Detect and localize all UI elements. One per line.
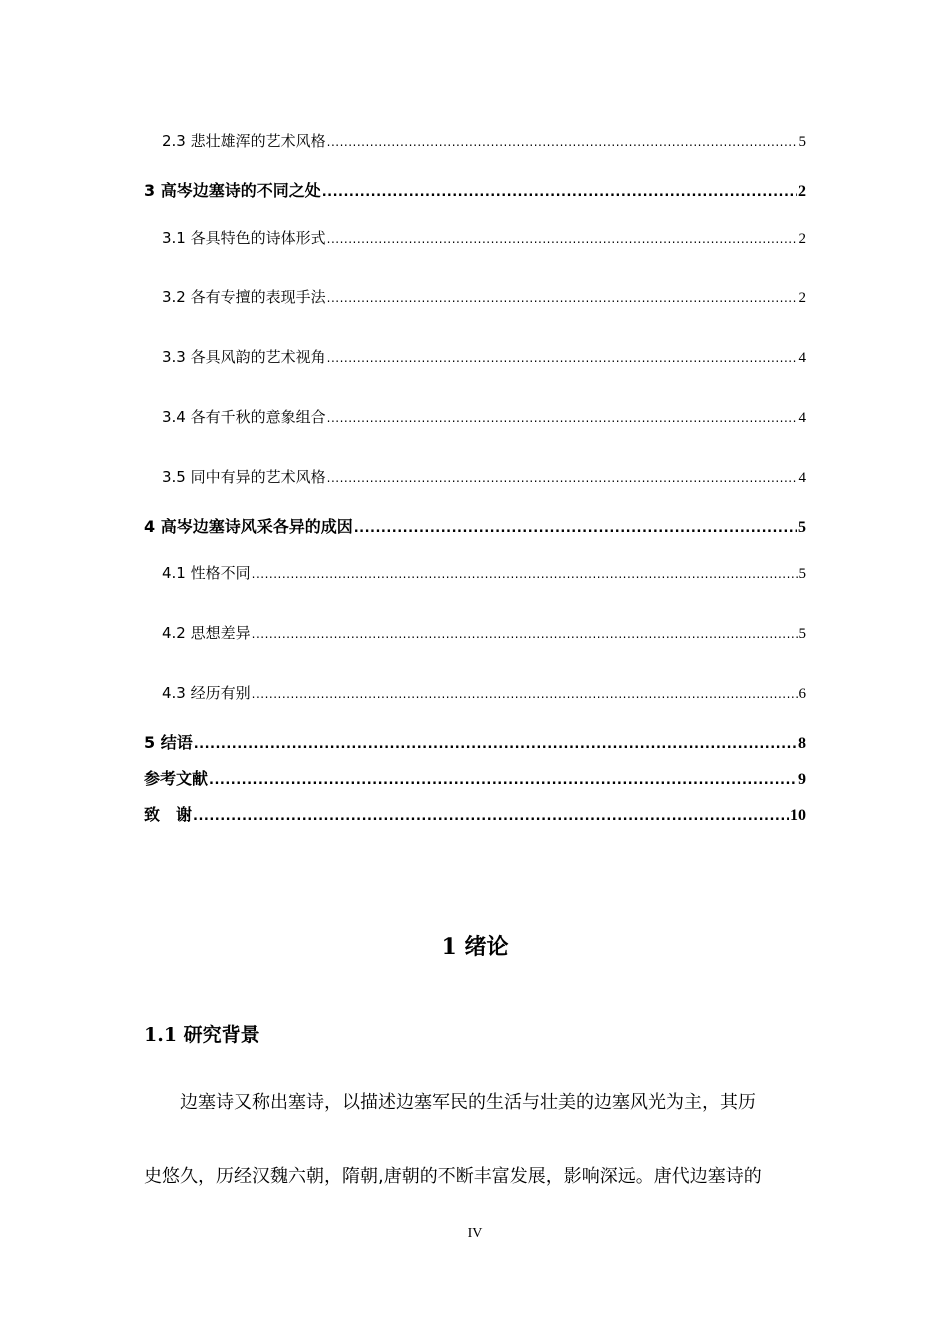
- page-number: IV: [467, 1226, 483, 1241]
- toc-entry[interactable]: [162, 130, 806, 151]
- toc-entry-page: 2: [798, 231, 806, 247]
- toc-entry-page: 5: [798, 134, 806, 150]
- toc-leader-dots: [209, 773, 797, 788]
- toc-entry-label: 参考文献: [144, 769, 209, 788]
- paragraph-line: 边塞诗又称出塞诗，以描述边塞军民的生活与壮美的边塞风光为主，其历: [144, 1092, 756, 1113]
- toc-entry-label: 3.4 各有千秋的意象组合: [162, 408, 326, 426]
- toc-leader-dots: [252, 627, 798, 641]
- toc-entry-label: 3.2 各有专擅的表现手法: [162, 288, 326, 306]
- toc-entry-page: 5: [798, 566, 806, 582]
- toc-entry[interactable]: [162, 346, 806, 367]
- toc-entry-label: 4.1 性格不同: [162, 564, 251, 582]
- toc-leader-dots: [327, 135, 798, 149]
- toc-entry[interactable]: [162, 682, 806, 703]
- toc-entry-page: 2: [798, 183, 806, 200]
- toc-leader-dots: [193, 809, 789, 824]
- section-title: 1.1 研究背景: [144, 1024, 260, 1046]
- toc-entry-page: 8: [798, 735, 806, 752]
- toc-entry-page: 5: [798, 519, 806, 536]
- toc-leader-dots: [252, 567, 798, 581]
- toc-entry-label: 4.2 思想差异: [162, 624, 251, 642]
- toc-leader-dots: [327, 411, 798, 425]
- toc-entry-page: 9: [798, 771, 806, 788]
- toc-entry-page: 5: [798, 626, 806, 642]
- toc-entry-page: 10: [790, 807, 806, 824]
- toc-entry-page: 4: [798, 470, 806, 486]
- toc-leader-dots: [322, 185, 797, 200]
- toc-entry-page: 4: [798, 350, 806, 366]
- toc-leader-dots: [327, 232, 798, 246]
- toc-leader-dots: [354, 521, 797, 536]
- toc-entry-page: 4: [798, 410, 806, 426]
- toc-entry[interactable]: [162, 622, 806, 643]
- toc-entry-label: 3.5 同中有异的艺术风格: [162, 468, 326, 486]
- toc-entry-label: 2.3 悲壮雄浑的艺术风格: [162, 132, 326, 150]
- toc-entry-label: 4 高岑边塞诗风采各异的成因: [144, 517, 353, 536]
- toc-leader-dots: [252, 687, 798, 701]
- toc-entry-label: 3.1 各具特色的诗体形式: [162, 229, 326, 247]
- toc-entry[interactable]: [144, 730, 806, 753]
- toc-entry[interactable]: [144, 178, 806, 201]
- toc-entry[interactable]: [162, 227, 806, 248]
- toc-entry-label: 致 谢: [144, 805, 193, 824]
- toc-entry-page: 2: [798, 290, 806, 306]
- toc-entry[interactable]: [144, 766, 806, 789]
- toc-leader-dots: [327, 351, 798, 365]
- toc-entry[interactable]: [144, 802, 806, 825]
- toc-entry-label: 3.3 各具风韵的艺术视角: [162, 348, 326, 366]
- toc-leader-dots: [327, 291, 798, 305]
- toc-entry-page: 6: [798, 686, 806, 702]
- toc-leader-dots: [194, 737, 797, 752]
- toc-entry-label: 3 高岑边塞诗的不同之处: [144, 181, 321, 200]
- toc-entry[interactable]: [162, 562, 806, 583]
- toc-entry-label: 5 结语: [144, 733, 193, 752]
- toc-entry[interactable]: [162, 466, 806, 487]
- chapter-title: 1 绪论: [441, 934, 509, 960]
- toc-entry[interactable]: [144, 514, 806, 537]
- paragraph-line: 史悠久，历经汉魏六朝，隋朝,唐朝的不断丰富发展，影响深远。唐代边塞诗的: [144, 1166, 762, 1187]
- toc-entry[interactable]: [162, 286, 806, 307]
- toc-entry-label: 4.3 经历有别: [162, 684, 251, 702]
- toc-entry[interactable]: [162, 406, 806, 427]
- toc-leader-dots: [327, 471, 798, 485]
